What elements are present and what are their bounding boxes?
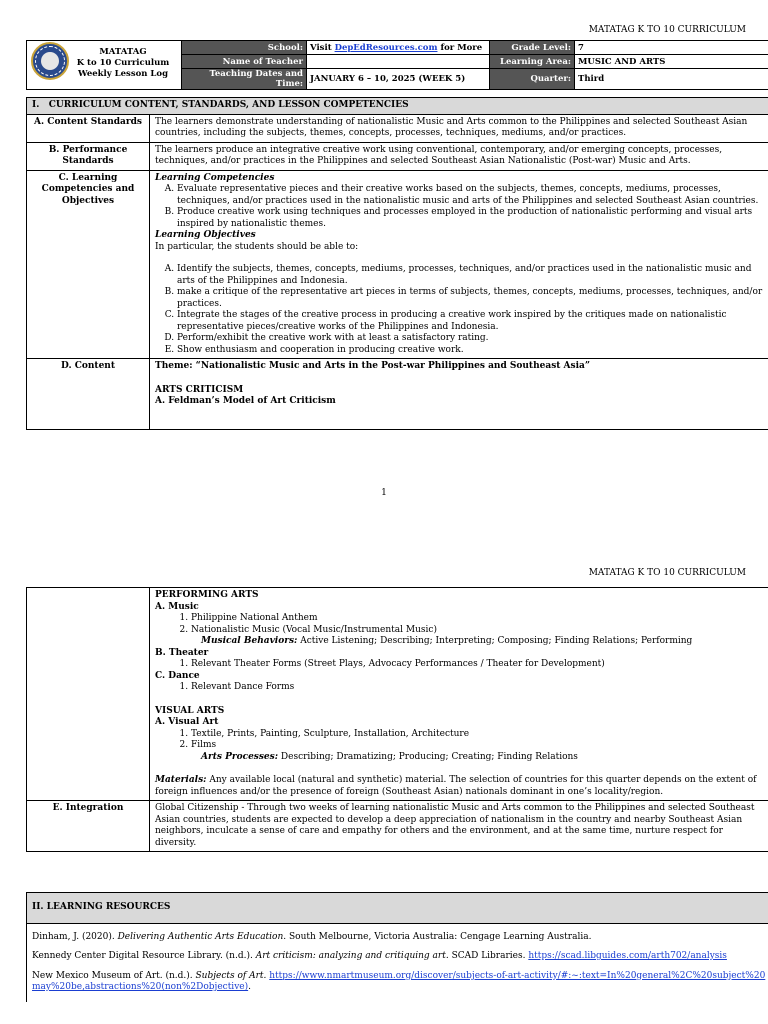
grade-value: 7 (575, 41, 768, 55)
music-heading: A. Music (155, 601, 199, 612)
curriculum-table (26, 97, 768, 430)
competencies-cell (150, 170, 768, 359)
learning-resources-title: II. LEARNING RESOURCES (27, 893, 768, 924)
competencies-list (155, 184, 766, 230)
reference-item: Dinham, J. (2020). Delivering Authentic Arts Education. South Melbourne, Victoria Australia: Cengage Learning Australia. (32, 931, 592, 942)
dance-list (155, 682, 766, 694)
integration-label: E. Integration (27, 801, 150, 852)
quarter-label: Quarter: (490, 69, 575, 90)
dates-label: Teaching Dates and Time: (182, 69, 307, 90)
visual-art-heading: A. Visual Art (155, 717, 219, 727)
dates-value: JANUARY 6 – 10, 2025 (WEEK 5) (307, 69, 490, 90)
theater-heading: B. Theater (155, 647, 209, 658)
page-number: 1 (381, 488, 387, 498)
arts-processes: Arts Processes: Describing; Dramatizing; Producing; Creating; Finding Relations (201, 751, 578, 762)
teacher-label: Name of Teacher (182, 55, 307, 69)
reference-item: Kennedy Center Digital Resource Library. (n.d.). Art criticism: analyzing and critiquing art. SCAD Libraries. https://scad.libguides.com/arth702/analysis (32, 951, 727, 961)
musical-behaviors: Musical Behaviors: Active Listening; Describing; Interpreting; Composing; Finding Relations; Performing (201, 636, 693, 646)
content-standards-label: A. Content Standards (27, 114, 150, 142)
list-item: 1. Philippine National Anthem (191, 613, 766, 625)
empty-label-cell (27, 588, 150, 801)
logo-line2: K to 10 Curriculum (76, 58, 170, 68)
objectives-heading: Learning Objectives (155, 230, 256, 240)
visual-arts-heading: VISUAL ARTS (155, 705, 225, 716)
scad-libguides-link[interactable]: https://scad.libguides.com/arth702/analysis (528, 951, 727, 961)
list-item: 1. Relevant Theater Forms (Street Plays, Advocacy Performances / Theater for Development) (191, 659, 766, 671)
grade-label: Grade Level: (490, 41, 575, 55)
nmartmuseum-link[interactable]: https://www.nmartmuseum.org/discover/subjects-of-art-activity/#:~:text=In%20general%2C%20subject%20may%20be,abstractions%20(non%2Dobjective) (32, 970, 766, 992)
list-item: E. Show enthusiasm and cooperation in producing creative work. (177, 345, 766, 357)
list-item: B. Produce creative work using techniques and processes employed in the production of nationalistic performing and visual arts inspired by nationalistic themes. (177, 207, 766, 230)
performance-standards-label: B. Performance Standards (27, 142, 150, 170)
list-item: C. Integrate the stages of the creative process in producing a creative work inspired by the critiques made on nationalistic representative pieces/creative works of the Philippines and Indonesia. (177, 310, 766, 333)
competencies-heading: Learning Competencies (155, 172, 275, 183)
arts-criticism-heading: ARTS CRITICISM (155, 384, 244, 395)
performance-standards-text: The learners produce an integrative creative work using conventional, contemporary, and/or emerging concepts, processes, techniques, and/or practices in the Philippines and selected Southeast Asian Nationalistic (Post-war) Music and Arts. (150, 142, 768, 170)
deped-seal-icon (31, 42, 69, 80)
header-table (26, 40, 768, 90)
logo-title: MATATAG (99, 47, 147, 57)
learning-resources-section (26, 892, 768, 1002)
list-item: A. Identify the subjects, themes, concepts, mediums, processes, techniques, and/or practices used in the nationalistic music and arts of the Philippines and Indonesia. (177, 264, 766, 287)
list-item: B. make a critique of the representative art pieces in terms of subjects, themes, concepts, mediums, processes, techniques, and/or practices. (177, 287, 766, 310)
theme-text: Theme: “Nationalistic Music and Arts in the Post-war Philippines and Southeast Asia” (155, 361, 591, 371)
school-value: Visit DepEdResources.com for More (307, 41, 490, 55)
performing-arts-heading: PERFORMING ARTS (155, 590, 259, 600)
teacher-value (307, 55, 490, 69)
content-continuation-cell (150, 588, 768, 801)
curriculum-header: MATATAG K TO 10 CURRICULUM (588, 568, 746, 578)
dance-heading: C. Dance (155, 670, 200, 681)
section1-title: I. CURRICULUM CONTENT, STANDARDS, AND LESSON COMPETENCIES (27, 98, 768, 115)
area-label: Learning Area: (490, 55, 575, 69)
quarter-value: Third (575, 69, 768, 90)
content-standards-text: The learners demonstrate understanding of nationalistic Music and Arts common to the Philippines and selected Southeast Asian countries, including the subjects, themes, concepts, processes, techniques, mediums, and/or practices. (150, 114, 768, 142)
list-item: 1. Textile, Prints, Painting, Sculpture, Installation, Architecture (191, 729, 766, 741)
list-item: 2. Nationalistic Music (Vocal Music/Instrumental Music) (191, 625, 766, 637)
reference-item: New Mexico Museum of Art. (n.d.). Subjects of Art. https://www.nmartmuseum.org/discover/subjects-of-art-activity/#:~:text=In%20general%2C%20subject%20may%20be,abstractions%20(non%2Dobjective). (32, 970, 766, 992)
curriculum-header: MATATAG K TO 10 CURRICULUM (588, 25, 746, 35)
content-continuation-table (26, 587, 768, 852)
visual-list (155, 729, 766, 752)
objectives-intro: In particular, the students should be able to: (155, 241, 359, 252)
feldman-model: A. Feldman’s Model of Art Criticism (155, 396, 336, 406)
content-label: D. Content (27, 359, 150, 430)
list-item: A. Evaluate representative pieces and their creative works based on the subjects, themes, concepts, mediums, processes, techniques, and/or practices used in the nationalistic music and arts of the Philippines and selected Southeast Asian countries. (177, 184, 766, 207)
theater-list (155, 659, 766, 671)
logo-cell (27, 41, 182, 90)
list-item: 2. Films (191, 740, 766, 752)
area-value: MUSIC AND ARTS (575, 55, 768, 69)
objectives-list (155, 264, 766, 356)
school-label: School: (182, 41, 307, 55)
list-item: D. Perform/exhibit the creative work with at least a satisfactory rating. (177, 333, 766, 345)
logo-line3: Weekly Lesson Log (77, 69, 169, 79)
competencies-label: C. Learning Competencies and Objectives (27, 170, 150, 359)
content-cell (150, 359, 768, 430)
music-list (155, 613, 766, 636)
depedresources-link[interactable]: DepEdResources.com (334, 42, 438, 53)
materials-text: Materials: Any available local (natural and synthetic) material. The selection of countries for this quarter depends on the extent of foreign influences and/or the presence of foreign (Southeast Asian) nationals dominant in one’s locality/region. (155, 775, 757, 797)
lesson-log-title (71, 47, 175, 80)
integration-text: Global Citizenship - Through two weeks of learning nationalistic Music and Arts common to the Philippines and selected Southeast Asian countries, students are expected to develop a deep appreciation of nationalism in the country and nearby Southeast Asian neighbors, inculcate a sense of care and empathy for others and the environment, and at the same time, nurture respect for diversity. (150, 801, 768, 852)
list-item: 1. Relevant Dance Forms (191, 682, 766, 694)
